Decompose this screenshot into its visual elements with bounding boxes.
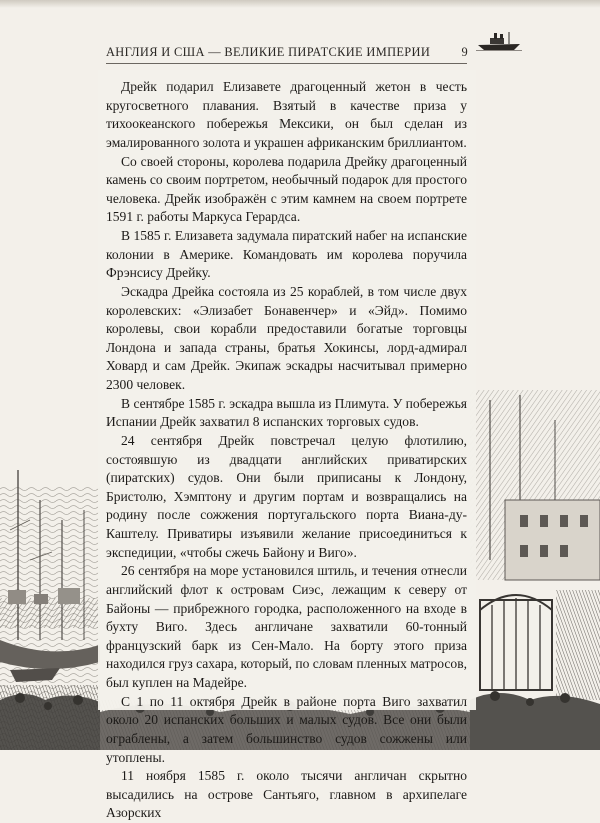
running-header bbox=[106, 45, 468, 60]
header-rule bbox=[106, 63, 467, 64]
left-harbour-scene bbox=[0, 470, 100, 750]
paragraph: Дрейк подарил Елизавете драгоценный жетон в честь кругосветного плавания. Взятый в качестве приза у тихоокеанского побережья Мексики, он был сделан из эмалированного золота и украшен африканским бриллиантом. bbox=[106, 79, 467, 150]
right-harbour-scene bbox=[470, 390, 600, 750]
paragraph: В 1585 г. Елизавета задумала пиратский набег на испанские колонии в Америке. Командовать им королева поручила Фрэнсису Дрейку. bbox=[106, 228, 467, 281]
ship-icon bbox=[476, 30, 522, 52]
body-text bbox=[106, 78, 467, 823]
paragraph: В сентябре 1585 г. эскадра вышла из Плимута. У побережья Испании Дрейк захватил 8 испанских торговых судов. bbox=[106, 395, 467, 430]
running-title: АНГЛИЯ И США — ВЕЛИКИЕ ПИРАТСКИЕ ИМПЕРИИ bbox=[106, 45, 431, 59]
paragraph: С 1 по 11 октября Дрейк в районе порта Виго захватил около 20 испанских больших и малых судов. Все они были ограблены, а затем большинство судов сожжены или утоплены. bbox=[106, 693, 467, 765]
paragraph: Эскадра Дрейка состояла из 25 кораблей, в том числе двух королевских: «Элизабет Бонавенчер» и «Эйд». Помимо королевы, свои корабли предоставили богатые торговцы Лондона и запада страны, братья Хокинсы, лорд-адмирал Ховард и сам Дрейк. Экипаж эскадры насчитывал примерно 2300 человек. bbox=[106, 283, 467, 392]
page-number: 9 bbox=[461, 45, 468, 59]
paragraph: 26 сентября на море установился штиль, и течения отнесли английский флот к островам Сиэс, лежащим к северу от Байоны — прибрежного городка, расположенного на входе в бухту Виго. Здесь англичане захватили 60-тонный французский барк из Сен-Мало. На борту этого приза находился груз сахара, который, по словам пленных матросов, был куплен на Мадейре. bbox=[106, 563, 467, 690]
paragraph: 11 ноября 1585 г. около тысячи англичан скрытно высадились на острове Сантьяго, главном в архипелаге Азорских bbox=[106, 768, 467, 821]
paragraph: Со своей стороны, королева подарила Дрейку драгоценный камень со своим портретом, необычный подарок для простого человека. Дрейк изображён с этим камнем на своем портрете 1591 г. работы Маркуса Герардса. bbox=[106, 153, 467, 225]
paragraph: 24 сентября Дрейк повстречал целую флотилию, состоявшую из двадцати английских приватирских (пиратских) судов. Они были приписаны к Лондону, Бристолю, Хэмптону и другим портам и возвращались на родину после сожжения португальского порта Виана-ду-Каштелу. Приватиры изъявили желание присоединиться к экспедиции, «чтобы сжечь Байону и Виго». bbox=[106, 432, 467, 560]
